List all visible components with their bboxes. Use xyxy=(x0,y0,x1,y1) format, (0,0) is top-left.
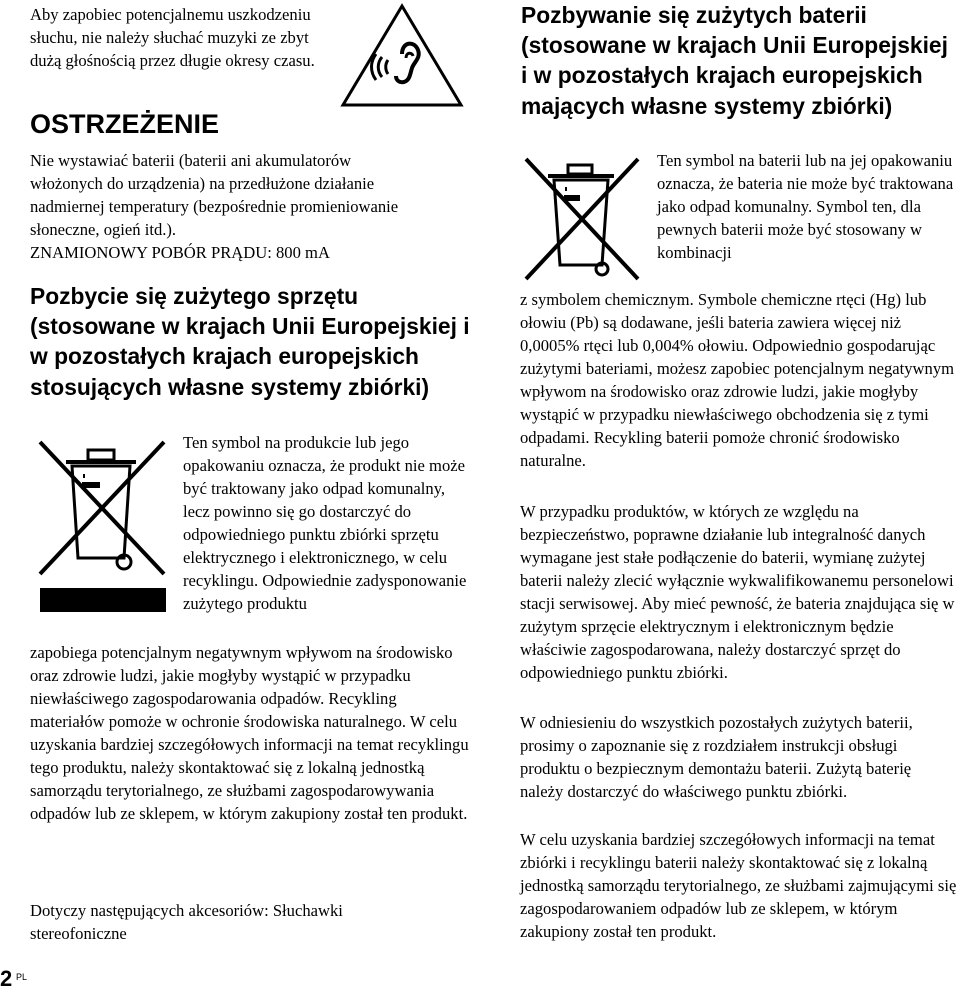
disposal-full-text: zapobiega potencjalnym negatywnym wpływom na środowisko oraz zdrowie ludzi, jakie mogłyby wystąpić w przypadku niewłaściwego zagospodarowania odpadów. Recykling materiałów pomoże w ochronie środowiska naturalnego. W celu uzyskania bardziej szczegółowych informacji na temat recyklingu tego produktu, należy skontaktować się z lokalną jednostką samorządu terytorialnego, ze służbami zagospodarowywania odpadów lub ze sklepem, w którym zakupiony został ten produkt. xyxy=(30,643,469,823)
warning-title: OSTRZEŻENIE xyxy=(30,109,220,139)
crossed-out-bin-icon xyxy=(522,155,642,285)
battery-safety-text: W przypadku produktów, w których ze względu na bezpieczeństwo, poprawne działanie lub integralność danych wymagane jest stałe podłączenie do baterii, wymianę zużytej baterii należy zlecić wyłącznie wykwalifikowanemu personelowi stacji serwisowej. Aby mieć pewność, że bateria znajdująca się w zużytym sprzęcie elektrycznym i elektronicznym będzie właściwie zagospodarowana, należy dostarczyć sprzęt do odpowiedniego punktu zbiórki. xyxy=(520,502,955,682)
accessories-text: Dotyczy następujących akcesoriów: Słuchawki stereofoniczne xyxy=(30,901,343,943)
disposal-title: Pozbycie się zużytego sprzętu (stosowane w krajach Unii Europejskiej i w pozostałych krajach europejskich stosujących własne systemy zbiórki) xyxy=(30,283,470,400)
battery-full-text: z symbolem chemicznym. Symbole chemiczne rtęci (Hg) lub ołowiu (Pb) są dodawane, jeśli bateria zawiera więcej niż 0,0005% rtęci lub 0,004% ołowiu. Odpowiednio gospodarując zużytymi bateriami, możesz zapobiec potencjalnym negatywnym wpływom na środowisko oraz zdrowie ludzi, jakie mogłyby wystąpić w przypadku niewłaściwego obchodzenia się z tymi odpadami. Recykling baterii pomoże chronić środowisko naturalne. xyxy=(520,290,955,470)
battery-info-text: W celu uzyskania bardziej szczegółowych informacji na temat zbiórki i recyklingu baterii należy skontaktować się z lokalną jednostką samorządu terytorialnego, ze służbami zajmującymi się zagospodarowaniem odpadów lub ze sklepem, w którym zakupiony został ten produkt. xyxy=(520,830,957,941)
page-number: 2 xyxy=(0,966,13,991)
warning-text: Nie wystawiać baterii (baterii ani akumulatorów włożonych do urządzenia) na przedłużone działanie nadmiernej temperatury (bezpośrednie promieniowanie słoneczne, ogień itd.). xyxy=(30,151,399,239)
battery-side-text: Ten symbol na baterii lub na jej opakowaniu oznacza, że bateria nie może być traktowana jako odpad komunalny. Symbol ten, dla pewnych baterii może być stosowany w kombinacji xyxy=(657,151,954,262)
battery-other-text: W odniesieniu do wszystkich pozostałych zużytych baterii, prosimy o zapoznanie się z rozdziałem instrukcji obsługi produktu o bezpiecznym demontażu baterii. Zużytą baterię należy dostarczyć do właściwego punktu zbiórki. xyxy=(520,713,913,801)
disposal-side-text: Ten symbol na produkcie lub jego opakowaniu oznacza, że produkt nie może być traktowany jako odpad komunalny, lecz powinno się go dostarczyć do odpowiedniego punktu zbiórki sprzętu elektrycznego i elektronicznego, w celu recyklingu. Odpowiednie zadysponowanie zużytego produktu xyxy=(183,433,467,613)
battery-disposal-title: Pozbywanie się zużytych baterii (stosowane w krajach Unii Europejskiej i w pozostałych krajach europejskich mających własne systemy zbiórki) xyxy=(521,2,948,119)
crossed-out-bin-icon xyxy=(36,438,168,616)
language-label: PL xyxy=(16,972,28,982)
hearing-warning-icon xyxy=(340,2,465,108)
rated-current-text: ZNAMIONOWY POBÓR PRĄDU: 800 mA xyxy=(30,243,330,262)
hearing-warning-text: Aby zapobiec potencjalnemu uszkodzeniu słuchu, nie należy słuchać muzyki ze zbyt dużą głośnością przez długie okresy czasu. xyxy=(30,5,315,70)
